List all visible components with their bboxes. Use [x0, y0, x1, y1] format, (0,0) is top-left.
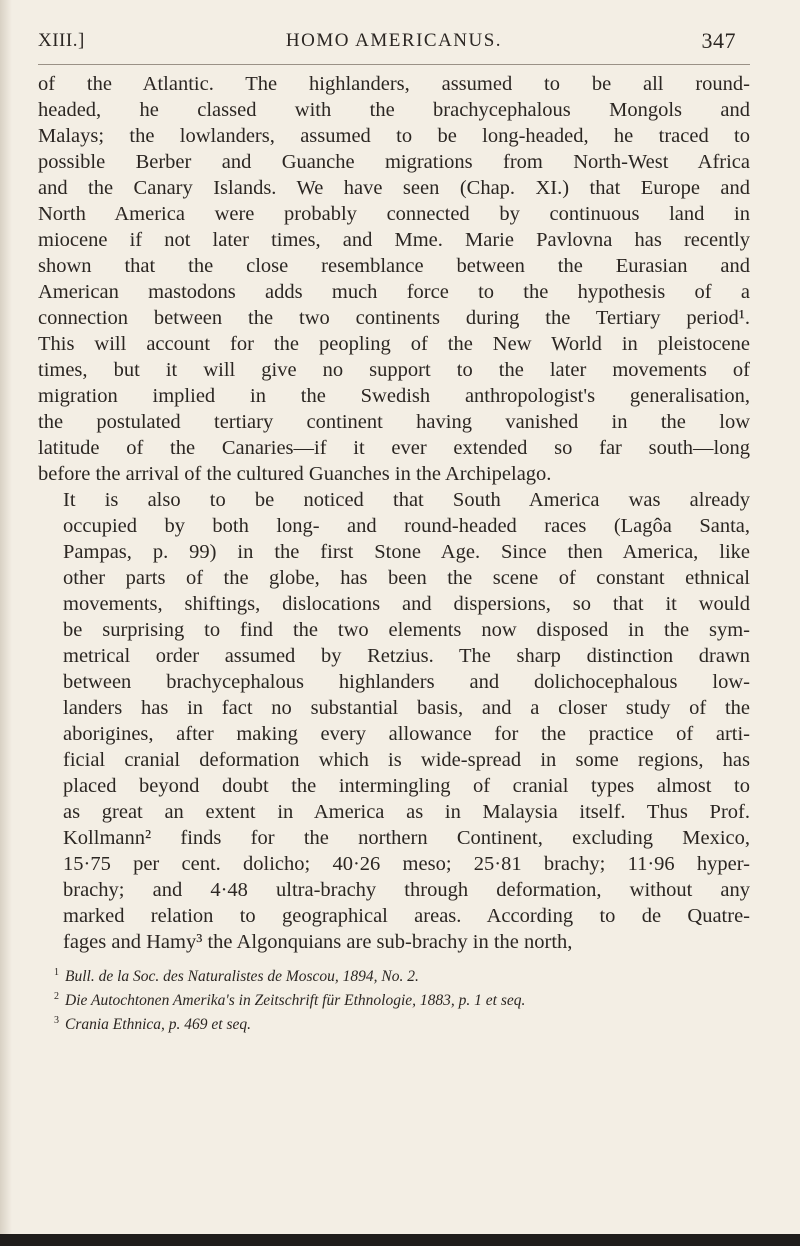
footnote-text: Crania Ethnica, p. 469 et seq. — [65, 1016, 251, 1034]
text-line: the postulated tertiary continent having vanished in the low — [38, 411, 750, 433]
footnote-2 — [38, 987, 750, 1011]
text-line: placed beyond doubt the intermingling of cranial types almost to — [63, 775, 750, 797]
text-line: Pampas, p. 99) in the first Stone Age. Since then America, like — [63, 541, 750, 563]
text-line: fages and Hamy³ the Algonquians are sub-brachy in the north, — [63, 931, 573, 953]
footnotes — [38, 963, 750, 1035]
page-gutter-shadow — [0, 0, 12, 1246]
text-line: 15·75 per cent. dolicho; 40·26 meso; 25·81 brachy; 11·96 hyper- — [63, 853, 750, 875]
text-line: and the Canary Islands. We have seen (Chap. XI.) that Europe and — [38, 177, 750, 199]
text-line: Kollmann² finds for the northern Continent, excluding Mexico, — [63, 827, 750, 849]
footnote-number: 2 — [54, 991, 59, 1003]
text-line: shown that the close resemblance between the Eurasian and — [38, 255, 750, 277]
text-line: This will account for the peopling of the New World in pleistocene — [38, 333, 750, 355]
text-line: marked relation to geographical areas. According to de Quatre- — [63, 905, 750, 927]
page-bottom-edge — [0, 1234, 800, 1246]
paragraph-1 — [38, 71, 750, 487]
text-line: before the arrival of the cultured Guanches in the Archipelago. — [38, 463, 552, 485]
text-line: headed, he classed with the brachycephalous Mongols and — [38, 99, 750, 121]
text-line: landers has in fact no substantial basis, and a closer study of the — [63, 697, 750, 719]
text-line: aborigines, after making every allowance for the practice of arti- — [63, 723, 750, 745]
text-line: latitude of the Canaries—if it ever extended so far south—long — [38, 437, 750, 459]
text-line: possible Berber and Guanche migrations from North-West Africa — [38, 151, 750, 173]
text-line: ficial cranial deformation which is wide-spread in some regions, has — [63, 749, 750, 771]
text-line: metrical order assumed by Retzius. The sharp distinction drawn — [63, 645, 750, 667]
paragraph-2 — [38, 487, 750, 955]
footnote-number: 3 — [54, 1015, 59, 1027]
footnote-text: Bull. de la Soc. des Naturalistes de Moscou, 1894, No. 2. — [65, 968, 419, 986]
footnote-1 — [38, 963, 750, 987]
chapter-marker: XIII.] — [38, 30, 85, 51]
text-line: times, but it will give no support to the later movements of — [38, 359, 750, 381]
text-line: North America were probably connected by continuous land in — [38, 203, 750, 225]
footnote-number: 1 — [54, 967, 59, 978]
text-line: migration implied in the Swedish anthropologist's generalisation, — [38, 385, 750, 407]
body-text — [38, 71, 750, 955]
text-line: as great an extent in America as in Malaysia itself. Thus Prof. — [63, 801, 750, 823]
footnote-text: Die Autochtonen Amerika's in Zeitschrift für Ethnologie, 1883, p. 1 et seq. — [65, 992, 526, 1010]
text-line: miocene if not later times, and Mme. Marie Pavlovna has recently — [38, 229, 750, 251]
book-page — [38, 24, 750, 1035]
text-line: American mastodons adds much force to the hypothesis of a — [38, 281, 750, 303]
page-number: 347 — [701, 28, 736, 53]
running-title: HOMO AMERICANUS. — [285, 30, 503, 51]
text-line: between brachycephalous highlanders and dolichocephalous low- — [63, 671, 750, 693]
text-line: of the Atlantic. The highlanders, assumed to be all round- — [38, 73, 750, 95]
text-line: Malays; the lowlanders, assumed to be long-headed, he traced to — [38, 125, 750, 147]
running-header — [38, 24, 750, 65]
text-line: connection between the two continents during the Tertiary period¹. — [38, 307, 750, 329]
text-line: movements, shiftings, dislocations and dispersions, so that it would — [63, 593, 750, 615]
text-line: brachy; and 4·48 ultra-brachy through deformation, without any — [63, 879, 750, 901]
text-line: other parts of the globe, has been the scene of constant ethnical — [63, 567, 750, 589]
text-line: be surprising to find the two elements now disposed in the sym- — [63, 619, 750, 641]
text-line: It is also to be noticed that South America was already — [63, 489, 750, 511]
text-line: occupied by both long- and round-headed races (Lagôa Santa, — [63, 515, 750, 537]
footnote-3 — [38, 1011, 750, 1035]
